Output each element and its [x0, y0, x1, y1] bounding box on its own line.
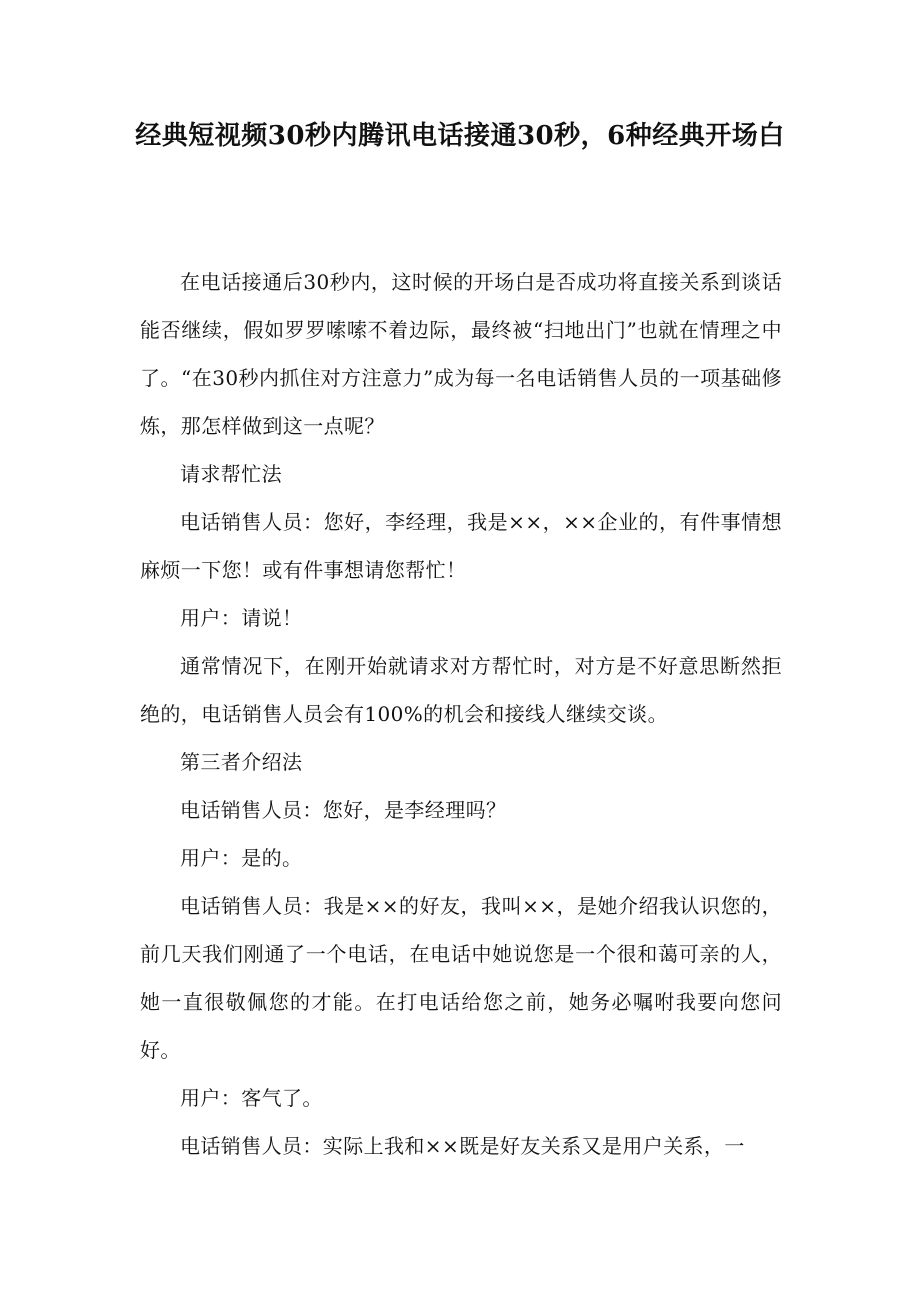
paragraph-explanation: 通常情况下，在刚开始就请求对方帮忙时，对方是不好意思断然拒绝的，电话销售人员会有100%的机会和接线人继续交谈。: [140, 654, 782, 726]
dialogue-line: 电话销售人员：您好，是李经理吗？: [180, 798, 507, 822]
dialogue-line: 电话销售人员：实际上我和××既是好友关系又是用户关系，一: [180, 1134, 745, 1158]
section-heading-third-party: 第三者介绍法: [180, 750, 303, 774]
document-body: [140, 258, 782, 1170]
dialogue-line: 电话销售人员：我是××的好友，我叫××，是她介绍我认识您的，前几天我们刚通了一个电话，在电话中她说您是一个很和蔼可亲的人，她一直很敬佩您的才能。在打电话给您之前，她务必嘱咐我要向您问好。: [140, 894, 782, 1062]
section-heading-request-help: 请求帮忙法: [180, 462, 282, 486]
paragraph-intro: 在电话接通后30秒内，这时候的开场白是否成功将直接关系到谈话能否继续，假如罗罗嗦嗦不着边际，最终被“扫地出门”也就在情理之中了。“在30秒内抓住对方注意力”成为每一名电话销售人员的一项基础修炼，那怎样做到这一点呢？: [140, 270, 782, 438]
dialogue-line: 电话销售人员：您好，李经理，我是××，××企业的，有件事情想麻烦一下您！或有件事想请您帮忙！: [140, 510, 782, 582]
dialogue-line: 用户：客气了。: [180, 1086, 323, 1110]
document-title: 经典短视频30秒内腾讯电话接通30秒，6种经典开场白: [135, 121, 785, 151]
dialogue-line: 用户：请说！: [180, 606, 303, 630]
dialogue-line: 用户：是的。: [180, 846, 303, 870]
